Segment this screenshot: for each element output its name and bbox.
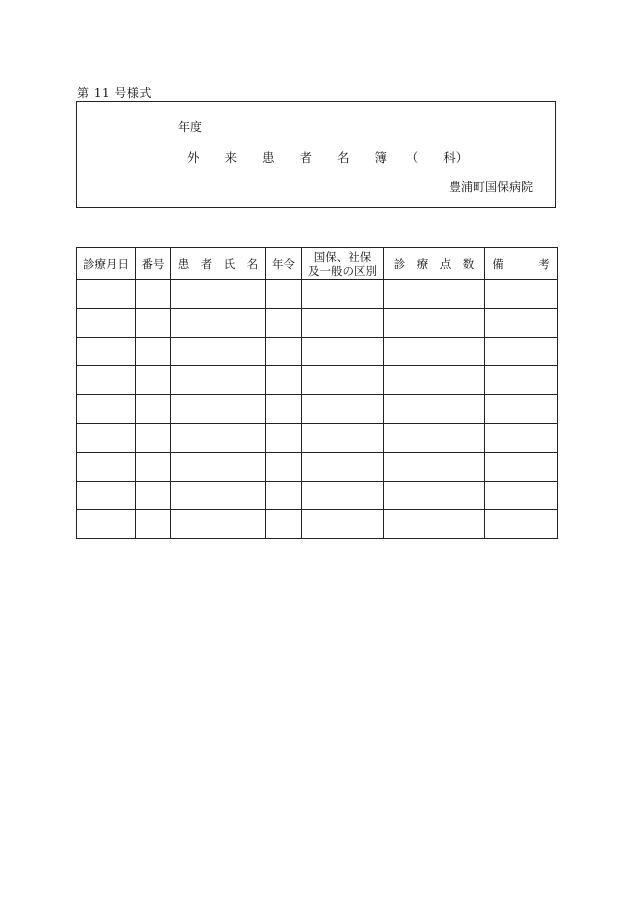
cell-insurance-type — [302, 510, 384, 539]
cell-number — [136, 308, 171, 337]
cell-number — [136, 337, 171, 366]
cell-patient-name — [171, 366, 266, 395]
cell-age — [266, 280, 302, 309]
cell-notes — [485, 423, 558, 452]
fiscal-year-label: 年度 — [178, 120, 203, 134]
cell-number — [136, 452, 171, 481]
table-row — [77, 423, 558, 452]
cell-notes — [485, 280, 558, 309]
cell-notes — [485, 366, 558, 395]
table-row — [77, 481, 558, 510]
cell-medical-points — [384, 366, 485, 395]
cell-date — [77, 337, 136, 366]
cell-number — [136, 280, 171, 309]
cell-notes — [485, 510, 558, 539]
cell-notes — [485, 481, 558, 510]
header-age: 年令 — [266, 248, 302, 280]
cell-insurance-type — [302, 481, 384, 510]
cell-medical-points — [384, 337, 485, 366]
register-header-box — [76, 101, 556, 208]
cell-patient-name — [171, 423, 266, 452]
cell-medical-points — [384, 423, 485, 452]
cell-notes — [485, 452, 558, 481]
cell-age — [266, 395, 302, 424]
cell-notes — [485, 395, 558, 424]
cell-number — [136, 510, 171, 539]
register-title: 外 来 患 者 名 簿 （ 科） — [187, 150, 469, 165]
table-row — [77, 280, 558, 309]
cell-age — [266, 337, 302, 366]
register-body — [77, 280, 558, 539]
cell-number — [136, 395, 171, 424]
cell-patient-name — [171, 452, 266, 481]
header-medical-points: 診 療 点 数 — [384, 248, 485, 280]
cell-patient-name — [171, 337, 266, 366]
table-row — [77, 337, 558, 366]
table-header-row — [77, 248, 558, 280]
header-notes: 備 考 — [485, 248, 558, 280]
cell-medical-points — [384, 510, 485, 539]
cell-medical-points — [384, 395, 485, 424]
cell-date — [77, 481, 136, 510]
cell-date — [77, 280, 136, 309]
cell-patient-name — [171, 308, 266, 337]
outpatient-register-table — [76, 247, 558, 539]
cell-number — [136, 481, 171, 510]
form-number: 第 11 号様式 — [77, 86, 152, 100]
cell-date — [77, 308, 136, 337]
cell-date — [77, 510, 136, 539]
cell-date — [77, 366, 136, 395]
cell-patient-name — [171, 395, 266, 424]
table-row — [77, 395, 558, 424]
cell-medical-points — [384, 452, 485, 481]
cell-number — [136, 423, 171, 452]
header-insurance-type: 国保、社保 及一般の区別 — [302, 248, 384, 280]
cell-age — [266, 452, 302, 481]
cell-insurance-type — [302, 308, 384, 337]
table-row — [77, 452, 558, 481]
cell-medical-points — [384, 308, 485, 337]
cell-age — [266, 308, 302, 337]
cell-patient-name — [171, 510, 266, 539]
cell-age — [266, 510, 302, 539]
cell-medical-points — [384, 481, 485, 510]
cell-patient-name — [171, 280, 266, 309]
header-consultation-date: 診療月日 — [77, 248, 136, 280]
cell-age — [266, 366, 302, 395]
cell-medical-points — [384, 280, 485, 309]
cell-number — [136, 366, 171, 395]
cell-insurance-type — [302, 366, 384, 395]
cell-age — [266, 481, 302, 510]
cell-insurance-type — [302, 395, 384, 424]
cell-date — [77, 423, 136, 452]
cell-insurance-type — [302, 337, 384, 366]
cell-age — [266, 423, 302, 452]
cell-notes — [485, 308, 558, 337]
header-number: 番号 — [136, 248, 171, 280]
header-patient-name: 患 者 氏 名 — [171, 248, 266, 280]
cell-insurance-type — [302, 452, 384, 481]
table-row — [77, 366, 558, 395]
cell-patient-name — [171, 481, 266, 510]
table-row — [77, 510, 558, 539]
table-row — [77, 308, 558, 337]
cell-date — [77, 395, 136, 424]
cell-insurance-type — [302, 280, 384, 309]
hospital-name: 豊浦町国保病院 — [448, 180, 533, 194]
cell-insurance-type — [302, 423, 384, 452]
cell-notes — [485, 337, 558, 366]
cell-date — [77, 452, 136, 481]
